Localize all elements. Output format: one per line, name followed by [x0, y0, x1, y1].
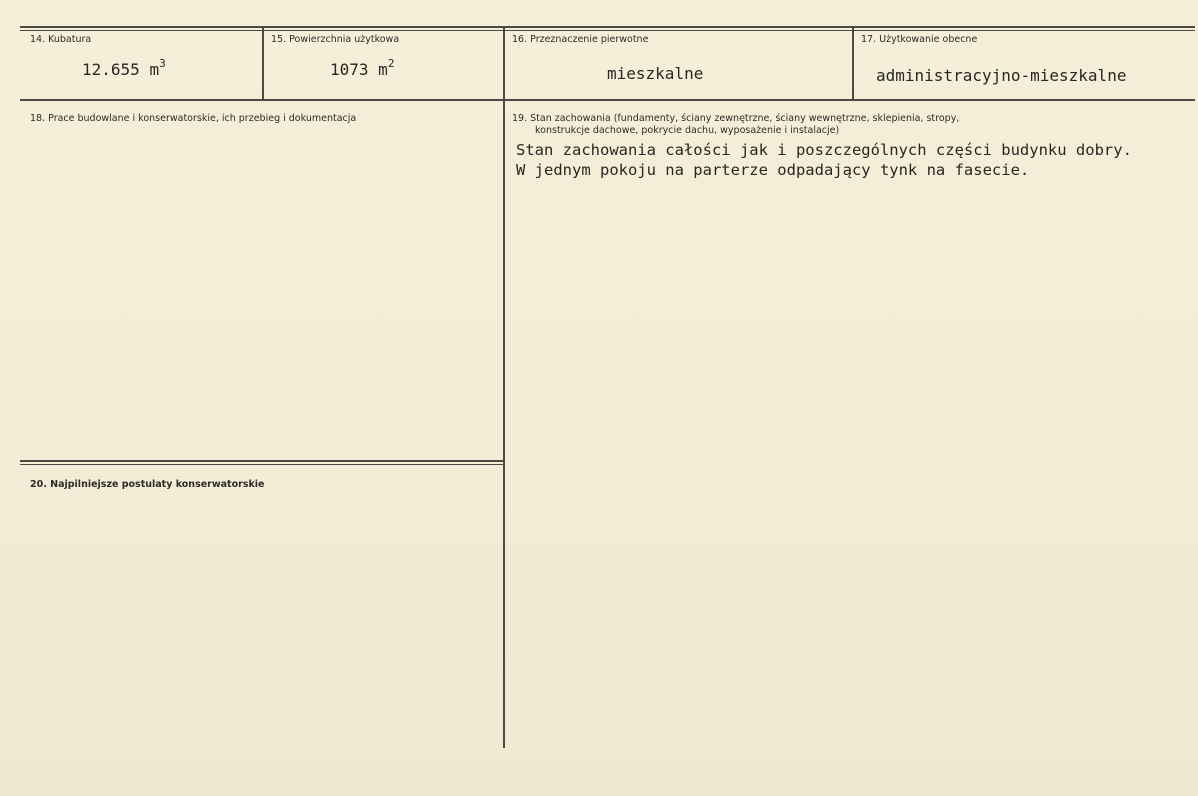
field-16-label: 16. Przeznaczenie pierwotne: [512, 34, 649, 45]
field-15-label: 15. Powierzchnia użytkowa: [271, 34, 400, 45]
field-16-value: mieszkalne: [607, 64, 704, 83]
field-14-value: [82, 57, 166, 79]
field-19-label-line2: konstrukcje dachowe, pokrycie dachu, wyposażenie i instalacje): [535, 125, 840, 136]
field-19-label-line1: 19. Stan zachowania (fundamenty, ściany zewnętrzne, ściany wewnętrzne, sklepienia, stropy,: [512, 113, 960, 124]
kubatura-unit: m: [149, 60, 160, 79]
top-rule: [20, 26, 1195, 28]
field-14-label: 14. Kubatura: [30, 34, 92, 45]
row1-bottom-rule: [20, 99, 1195, 101]
section-18-20-rule-thin: [20, 464, 503, 465]
field-19-text-line1: Stan zachowania całości jak i poszczególnych części budynku dobry.: [516, 141, 1132, 159]
divider-15-16: [503, 28, 505, 100]
field-15-value: [330, 57, 395, 79]
powierzchnia-number: 1073: [330, 60, 369, 79]
main-vertical-divider: [503, 100, 505, 748]
field-17-value: administracyjno-mieszkalne: [876, 66, 1127, 85]
field-19-text-line2: W jednym pokoju na parterze odpadający tynk na fasecie.: [516, 161, 1030, 179]
divider-16-17: [852, 28, 854, 100]
kubatura-number: 12.655: [82, 60, 140, 79]
powierzchnia-unit: m: [378, 60, 388, 79]
top-rule-thin: [20, 30, 1195, 31]
field-20-label: 20. Najpilniejsze postulaty konserwatorskie: [30, 479, 265, 490]
section-18-20-rule: [20, 460, 503, 462]
divider-14-15: [262, 28, 264, 100]
powierzchnia-unit-exp: 2: [387, 57, 395, 70]
field-18-label: 18. Prace budowlane i konserwatorskie, ich przebieg i dokumentacja: [30, 113, 357, 124]
kubatura-unit-exp: 3: [159, 57, 166, 70]
field-17-label: 17. Użytkowanie obecne: [861, 34, 978, 45]
